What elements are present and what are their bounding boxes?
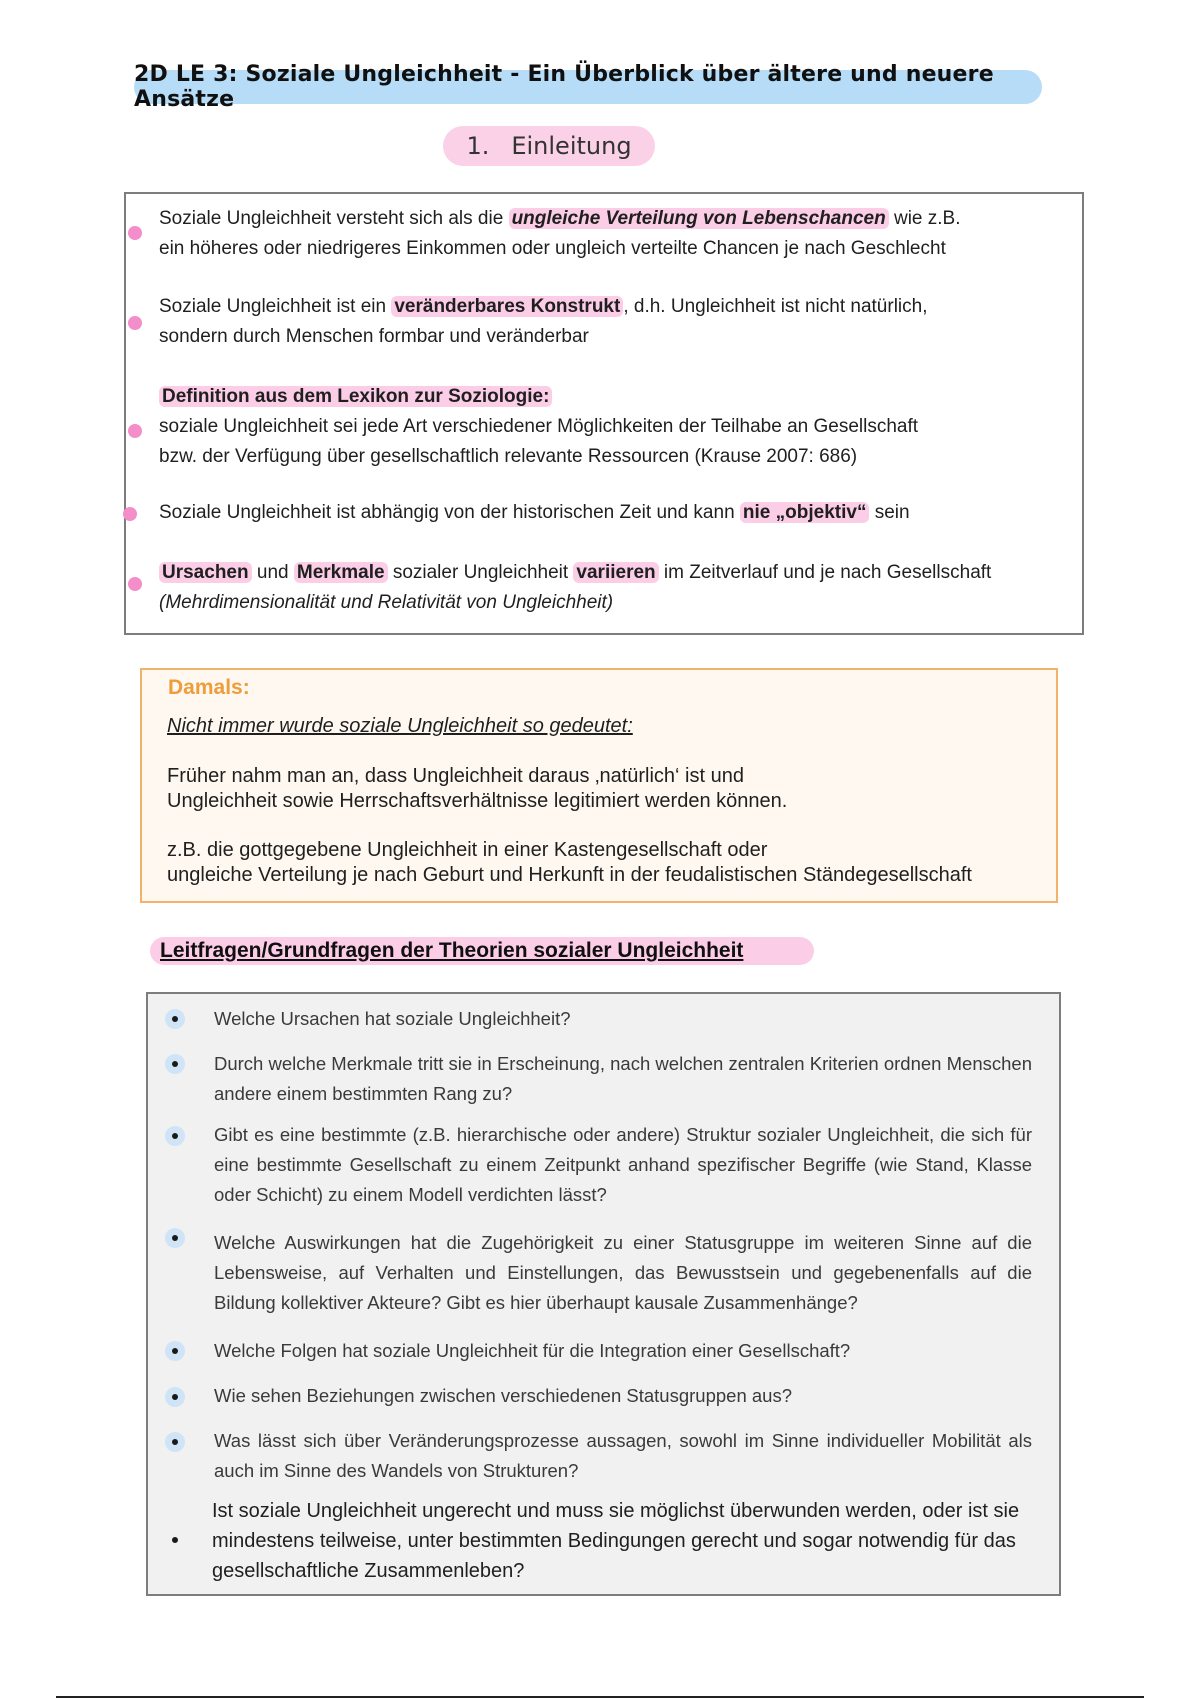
question-item: Durch welche Merkmale tritt sie in Erscheinung, nach welchen zentralen Kriterien ordnen Menschen andere einem bestimmten Rang zu? bbox=[214, 1053, 1032, 1104]
intro-item-3 bbox=[159, 382, 1089, 472]
intro-item-1 bbox=[159, 204, 1089, 264]
section-heading bbox=[443, 126, 655, 166]
bullet-icon bbox=[165, 1387, 185, 1407]
question-item: Ist soziale Ungleichheit ungerecht und muss sie möglichst überwunden werden, oder ist sie mindestens teilweise, unter bestimmten Bedingungen gerecht und sogar notwendig für das gesellschaftliche Zusammenleben? bbox=[212, 1500, 1020, 1582]
text: Früher nahm man an, dass Ungleichheit daraus ‚natürlich‘ ist und bbox=[167, 765, 744, 787]
text: sein bbox=[869, 502, 910, 523]
highlight: nie „objektiv“ bbox=[740, 502, 870, 523]
damals-paragraph-2 bbox=[167, 838, 972, 888]
bullet-icon bbox=[165, 1126, 185, 1146]
section-number: 1. bbox=[466, 132, 490, 160]
damals-subtitle: Nicht immer wurde soziale Ungleichheit so gedeutet: bbox=[167, 715, 633, 737]
text: sondern durch Menschen formbar und veränderbar bbox=[159, 326, 589, 347]
highlight: variieren bbox=[573, 562, 658, 583]
text: im Zeitverlauf und je nach Gesellschaft bbox=[658, 562, 992, 583]
bullet-icon bbox=[128, 577, 142, 591]
footer-divider bbox=[56, 1696, 1144, 1698]
text: , d.h. Ungleichheit ist nicht natürlich, bbox=[623, 296, 928, 317]
question-item: Welche Ursachen hat soziale Ungleichheit? bbox=[214, 1008, 571, 1029]
text: soziale Ungleichheit sei jede Art verschiedener Möglichkeiten der Teilhabe an Gesellschaft bbox=[159, 416, 919, 437]
question-item: Was lässt sich über Veränderungsprozesse aussagen, sowohl im Sinne individueller Mobilität als auch im Sinne des Wandels von Strukturen? bbox=[214, 1430, 1032, 1481]
text: sozialer Ungleichheit bbox=[387, 562, 574, 583]
page-title: 2D LE 3: Soziale Ungleichheit - Ein Überblick über ältere und neuere Ansätze bbox=[134, 70, 1042, 104]
text: Soziale Ungleichheit versteht sich als die bbox=[159, 208, 509, 229]
text: und bbox=[251, 562, 294, 583]
bullet-icon bbox=[128, 226, 142, 240]
bullet-icon bbox=[123, 507, 137, 521]
damals-label: Damals: bbox=[168, 676, 250, 699]
bullet-icon bbox=[165, 1009, 185, 1029]
highlight: Ursachen bbox=[159, 562, 252, 583]
highlight: veränderbares Konstrukt bbox=[391, 296, 623, 317]
highlight: ungleiche Verteilung von Lebenschancen bbox=[509, 208, 889, 229]
highlight: Merkmale bbox=[294, 562, 388, 583]
bullet-icon bbox=[165, 1432, 185, 1452]
text: Soziale Ungleichheit ist abhängig von der historischen Zeit und kann bbox=[159, 502, 740, 523]
intro-box bbox=[124, 192, 1084, 635]
text: bzw. der Verfügung über gesellschaftlich relevante Ressourcen (Krause 2007: 686) bbox=[159, 446, 858, 467]
bullet-icon bbox=[165, 1530, 185, 1550]
intro-item-4 bbox=[159, 498, 1089, 528]
bullet-icon bbox=[128, 424, 142, 438]
text: ungleiche Verteilung je nach Geburt und Herkunft in der feudalistischen Ständegesellschaft bbox=[167, 864, 972, 886]
bullet-icon bbox=[165, 1054, 185, 1074]
question-item: Wie sehen Beziehungen zwischen verschiedenen Statusgruppen aus? bbox=[214, 1385, 792, 1406]
question-item: Welche Folgen hat soziale Ungleichheit für die Integration einer Gesellschaft? bbox=[214, 1340, 851, 1361]
questions-box bbox=[146, 992, 1061, 1596]
damals-paragraph-1 bbox=[167, 764, 787, 814]
text: Ungleichheit sowie Herrschaftsverhältnisse legitimiert werden können. bbox=[167, 790, 788, 812]
bullet-icon bbox=[128, 316, 142, 330]
question-item: Gibt es eine bestimmte (z.B. hierarchische oder andere) Struktur sozialer Ungleichheit, die sich für eine bestimmte Gesellschaft zu einem Zeitpunkt anhand spezifischer Begriffe (wie Stand, Klasse oder Schicht) zu einem Modell verdichten lässt? bbox=[214, 1124, 1032, 1205]
section-title: Einleitung bbox=[511, 132, 632, 160]
leitfragen-heading: Leitfragen/Grundfragen der Theorien sozialer Ungleichheit bbox=[160, 939, 744, 962]
bullet-icon bbox=[165, 1341, 185, 1361]
damals-box bbox=[140, 668, 1058, 903]
text: z.B. die gottgegebene Ungleichheit in einer Kastengesellschaft oder bbox=[167, 839, 768, 861]
question-item: Welche Auswirkungen hat die Zugehörigkeit zu einer Statusgruppe im weiteren Sinne auf die Lebensweise, auf Verhalten und Einstellungen, das Bewusstsein und gegebenenfalls auf die Bildung kollektiver Akteure? Gibt es hier überhaupt kausale Zusammenhänge? bbox=[214, 1232, 1032, 1313]
text: ein höheres oder niedrigeres Einkommen oder ungleich verteilte Chancen je nach Geschlecht bbox=[159, 238, 946, 259]
definition-heading: Definition aus dem Lexikon zur Soziologie: bbox=[159, 386, 552, 407]
text: wie z.B. bbox=[888, 208, 961, 229]
text: Soziale Ungleichheit ist ein bbox=[159, 296, 392, 317]
bullet-icon bbox=[165, 1228, 185, 1248]
text: (Mehrdimensionalität und Relativität von Ungleichheit) bbox=[159, 592, 614, 613]
intro-item-5 bbox=[159, 558, 1084, 618]
intro-item-2 bbox=[159, 292, 1089, 352]
